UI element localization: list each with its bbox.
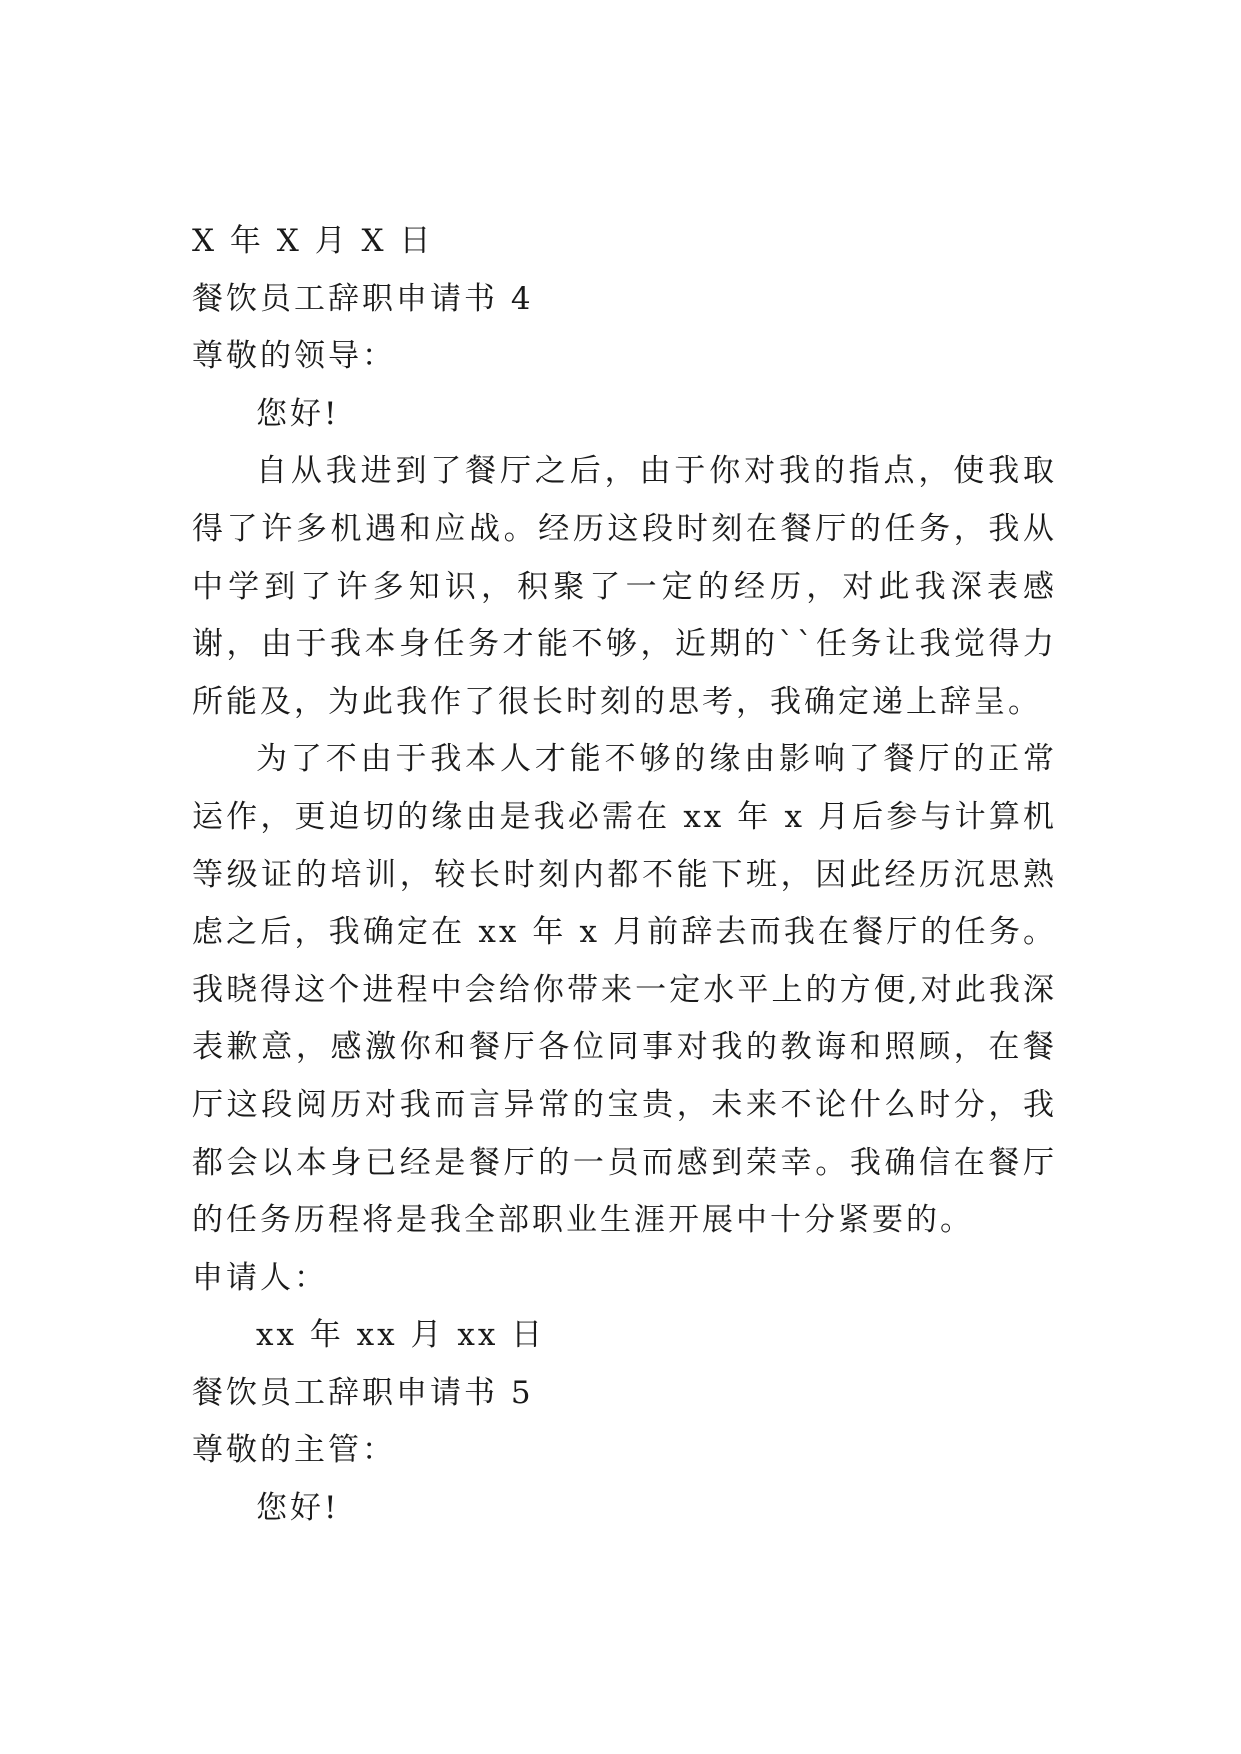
section-4-paragraph-2: 为了不由于我本人才能不够的缘由影响了餐厅的正常运作，更迫切的缘由是我必需在 xx 年 x 月后参与计算机等级证的培训，较长时刻内都不能下班，因此经历沉思熟虑之后，我确定在 xx 年 x 月前辞去而我在餐厅的任务。我晓得这个进程中会给你带来一定水平上的方便,对此我深表歉意，感激你和餐厅各位同事对我的教诲和照顾，在餐厅这段阅历对我而言异常的宝贵，未来不论什么时分，我都会以本身已经是餐厅的一员而感到荣幸。我确信在餐厅的任务历程将是我全部职业生涯开展中十分紧要的。 [192, 741, 1057, 1239]
section-4-date: xx 年 xx 月 xx 日 [256, 1317, 546, 1354]
section-4-greeting: 您好! [256, 395, 340, 432]
section-4-paragraph-1: 自从我进到了餐厅之后，由于你对我的指点，使我取得了许多机遇和应战。经历这段时刻在餐厅的任务，我从中学到了许多知识，积聚了一定的经历，对此我深表感谢，由于我本身任务才能不够，近期的``任务让我觉得力所能及，为此我作了很长时刻的思考，我确定递上辞呈。 [192, 453, 1057, 720]
section-4-salutation: 尊敬的领导： [192, 338, 396, 375]
section-5-salutation: 尊敬的主管： [192, 1432, 396, 1469]
top-date: X 年 X 月 X 日 [192, 223, 434, 259]
section-4-title: 餐饮员工辞职申请书 4 [192, 280, 534, 317]
document-body [192, 213, 1057, 1538]
section-5-title: 餐饮员工辞职申请书 5 [192, 1374, 534, 1411]
section-5-greeting: 您好! [256, 1490, 340, 1527]
section-4-applicant-label: 申请人： [192, 1259, 328, 1296]
